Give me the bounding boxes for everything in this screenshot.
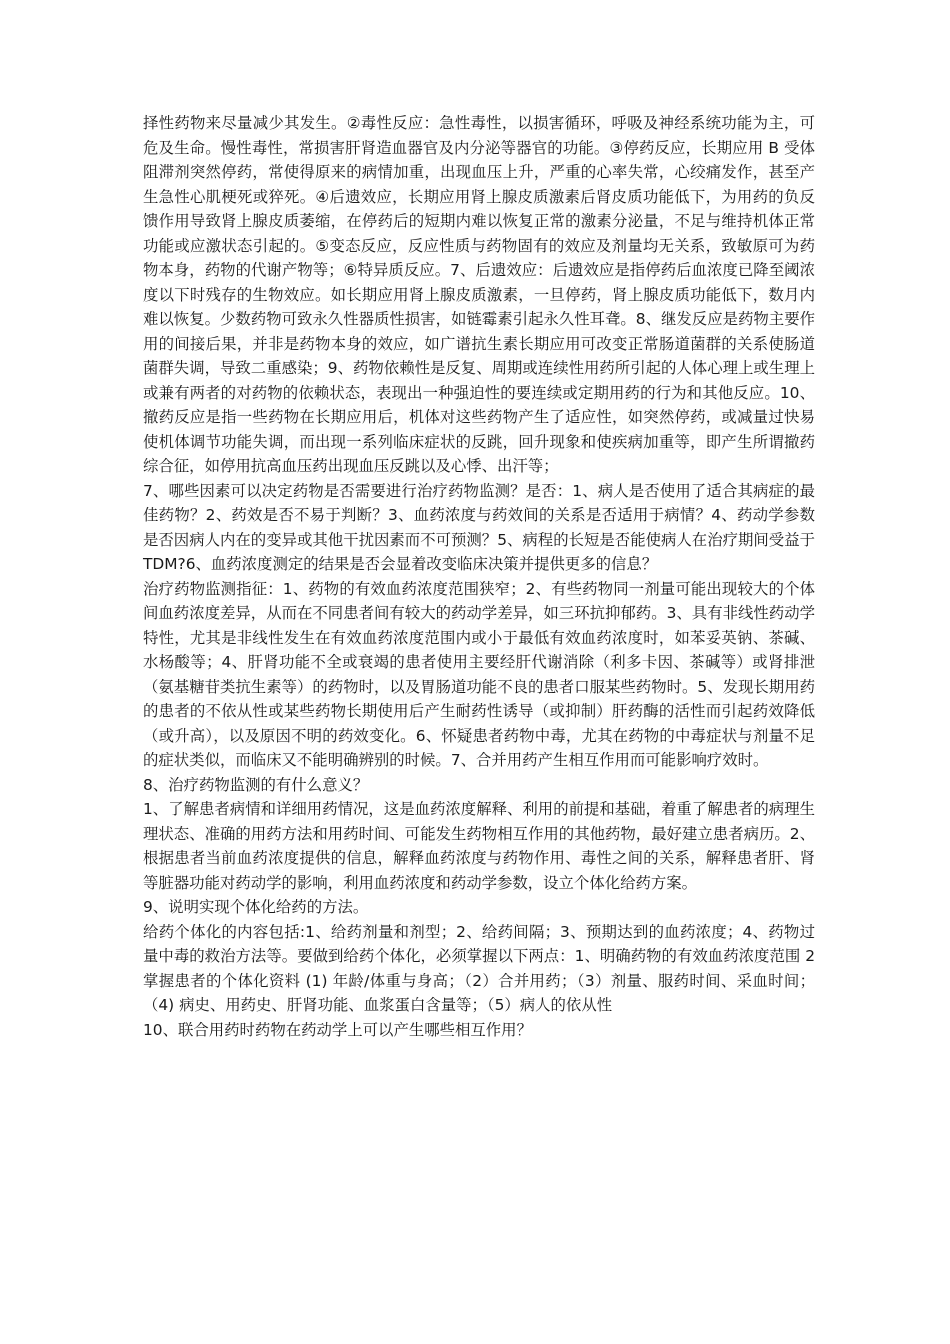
paragraph-adverse-reactions: 择性药物来尽量减少其发生。②毒性反应：急性毒性，以损害循环，呼吸及神经系统功能为主，可危及生命。慢性毒性，常损害肝肾造血器官及内分泌等器官的功能。③停药反应，长期应用 B 受体阻滞剂突然停药，常使得原来的病情加重，出现血压上升，严重的心率失常，心绞痛发作，甚至产生急性心肌梗死或猝死。④后遗效应，长期应用肾上腺皮质激素后肾皮质功能低下，为用药的负反馈作用导致肾上腺皮质萎缩，在停药后的短期内难以恢复正常的激素分泌量，不足与维持机体正常功能或应激状态引起的。⑤变态反应，反应性质与药物固有的效应及剂量均无关系，致敏原可为药物本身，药物的代谢产物等；⑥特异质反应。7、后遗效应：后遗效应是指停药后血浓度已降至阈浓度以下时残存的生物效应。如长期应用肾上腺皮质激素，一旦停药，肾上腺皮质功能低下，数月内难以恢复。少数药物可致永久性器质性损害，如链霉素引起永久性耳聋。8、继发反应是药物主要作用的间接后果，并非是药物本身的效应，如广谱抗生素长期应用可改变正常肠道菌群的关系使肠道菌群失调，导致二重感染；9、药物依赖性是反复、周期或连续性用药所引起的人体心理上或生理上或兼有两者的对药物的依赖状态，表现出一种强迫性的要连续或定期用药的行为和其他反应。10、撤药反应是指一些药物在长期应用后，机体对这些药物产生了适应性，如突然停药，或减量过快易使机体调节功能失调，而出现一系列临床症状的反跳，回升现象和使疾病加重等，即产生所谓撤药综合征，如停用抗高血压药出现血压反跳以及心悸、出汗等； — [143, 114, 815, 475]
paragraph-question-8: 8、治疗药物监测的有什么意义？ — [143, 775, 369, 794]
paragraph-answer-9: 给药个体化的内容包括:1、给药剂量和剂型；2、给药间隔；3、预期达到的血药浓度；4、药物过量中毒的救治方法等。要做到给药个体化，必须掌握以下两点：1、明确药物的有效血药浓度范围 2 掌握患者的个体化资料 (1) 年龄/体重与身高；（2）合并用药；（3）剂量、服药时间、采血时间；（4) 病史、用药史、肝肾功能、血浆蛋白含量等；（5）病人的依从性 — [143, 922, 815, 1014]
document-body — [143, 111, 815, 1042]
paragraph-answer-8: 1、了解患者病情和详细用药情况，这是血药浓度解释、利用的前提和基础，着重了解患者的病理生理状态、准确的用药方法和用药时间、可能发生药物相互作用的其他药物，最好建立患者病历。2、根据患者当前血药浓度提供的信息，解释血药浓度与药物作用、毒性之间的关系，解释患者肝、肾等脏器功能对药动学的影响，利用血药浓度和药动学参数，设立个体化给药方案。 — [143, 800, 815, 892]
paragraph-question-9: 9、说明实现个体化给药的方法。 — [143, 898, 369, 916]
paragraph-question-7: 7、哪些因素可以决定药物是否需要进行治疗药物监测？是否：1、病人是否使用了适合其病症的最佳药物？2、药效是否不易于判断？3、血药浓度与药效间的关系是否适用于病情？4、药动学参数是否因病人内在的变异或其他干扰因素而不可预测？5、病程的长短是否能使病人在治疗期间受益于 TDM?6、血药浓度测定的结果是否会显着改变临床决策并提供更多的信息？ — [143, 481, 815, 573]
paragraph-tdm-indications: 治疗药物监测指征：1、药物的有效血药浓度范围狭窄；2、有些药物同一剂量可能出现较大的个体间血药浓度差异，从而在不同患者间有较大的药动学差异，如三环抗抑郁药。3、具有非线性药动学特性，尤其是非线性发生在有效血药浓度范围内或小于最低有效血药浓度时，如苯妥英钠、茶碱、水杨酸等；4、肝肾功能不全或衰竭的患者使用主要经肝代谢消除（利多卡因、茶碱等）或肾排泄（氨基糖苷类抗生素等）的药物时，以及胃肠道功能不良的患者口服某些药物时。5、发现长期用药的患者的不依从性或某些药物长期使用后产生耐药性诱导（或抑制）肝药酶的活性而引起药效降低（或升高），以及原因不明的药效变化。6、怀疑患者药物中毒，尤其在药物的中毒症状与剂量不足的症状类似，而临床又不能明确辨别的时候。7、合并用药产生相互作用而可能影响疗效时。 — [143, 579, 815, 769]
paragraph-question-10: 10、联合用药时药物在药动学上可以产生哪些相互作用？ — [143, 1020, 532, 1039]
